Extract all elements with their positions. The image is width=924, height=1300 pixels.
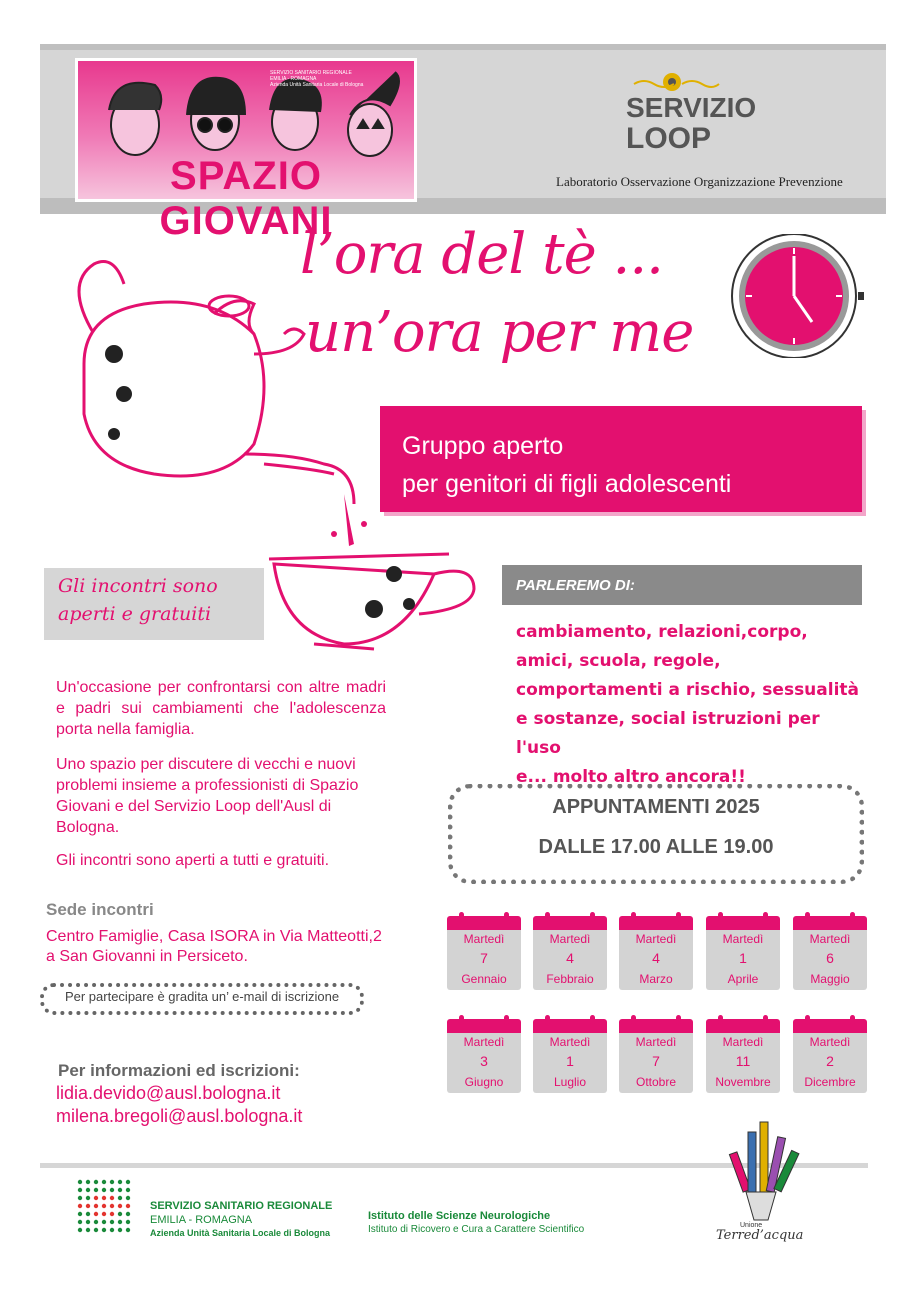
- header-top-line: [40, 44, 886, 50]
- ssr-ausl: Azienda Unità Sanitaria Locale di Bologna: [150, 1228, 331, 1238]
- calendar-ring: [545, 912, 550, 922]
- gruppo-line-2: per genitori di figli adolescenti: [402, 470, 732, 498]
- calendar-ring: [805, 1015, 810, 1025]
- terre-unione-label: Unione: [740, 1222, 763, 1229]
- calendar-ring: [763, 1015, 768, 1025]
- sg-small-line: Azienda Unità Sanitaria Locale di Bologna: [270, 82, 364, 88]
- calendar-num: 4: [566, 950, 574, 966]
- calendar-ring: [590, 912, 595, 922]
- ssr-name: SERVIZIO SANITARIO REGIONALE: [150, 1200, 333, 1212]
- calendar-month: Marzo: [639, 972, 673, 986]
- appuntamenti-time: DALLE 17.00 ALLE 19.00: [538, 836, 774, 858]
- calendar-ring: [763, 912, 768, 922]
- calendar-day: Martedì: [549, 1035, 591, 1049]
- email-note: Per partecipare è gradita un’ e-mail di iscrizione: [64, 989, 340, 1004]
- clock-icon: [724, 234, 868, 358]
- description-p2: Uno spazio per discutere di vecchi e nuovi problemi insieme a professionisti di Spazio Giovani e del Servizio Loop dell'Ausl di Bologna.: [56, 756, 359, 836]
- calendar-day: Martedì: [463, 1035, 505, 1049]
- spazio-giovani-title: SPAZIO GIOVANI: [159, 154, 333, 243]
- calendar-entry: [793, 1017, 867, 1093]
- sede-address-line-2: a San Giovanni in Persiceto.: [46, 948, 248, 965]
- calendar-month: Gennaio: [461, 972, 507, 986]
- calendar-entry: [533, 914, 607, 990]
- gruppo-line-1: Gruppo aperto: [402, 432, 564, 460]
- calendar-ring: [718, 1015, 723, 1025]
- calendar-ring: [631, 1015, 636, 1025]
- loop-subtitle: Laboratorio Osservazione Organizzazione Prevenzione: [556, 174, 843, 189]
- calendar-day: Martedì: [635, 1035, 677, 1049]
- calendar-ring: [590, 1015, 595, 1025]
- ssr-region: EMILIA - ROMAGNA: [150, 1214, 253, 1226]
- calendar-num: 1: [739, 950, 747, 966]
- topic-line: comportamenti a rischio, sessualità: [516, 680, 860, 700]
- loop-word-servizio: SERVIZIO: [626, 92, 757, 123]
- calendar-ring: [459, 912, 464, 922]
- calendar-num: 1: [566, 1053, 574, 1069]
- calendar-entry: [706, 1017, 780, 1093]
- calendar-ring: [631, 912, 636, 922]
- sg-small-line: EMILIA - ROMAGNA: [270, 76, 317, 82]
- calendar-month: Aprile: [727, 972, 759, 986]
- calendar-ring: [676, 1015, 681, 1025]
- calendar-month: Luglio: [553, 1075, 587, 1089]
- sede-title: Sede incontri: [46, 900, 154, 919]
- parleremo-heading: PARLEREMO DI:: [516, 577, 635, 594]
- calendar-day: Martedì: [635, 932, 677, 946]
- calendar-num: 4: [652, 950, 660, 966]
- isn-name: Istituto delle Scienze Neurologiche: [368, 1210, 551, 1222]
- incontri-line: Gli incontri sono: [58, 575, 218, 597]
- sede-address-line-1: Centro Famiglie, Casa ISORA in Via Matteotti,2: [46, 928, 382, 945]
- spazio-giovani-small-text: [270, 70, 363, 88]
- calendar-day: Martedì: [722, 1035, 764, 1049]
- incontri-text: [58, 572, 218, 628]
- loop-word-loop: LOOP: [626, 122, 712, 155]
- calendar-day: Martedì: [549, 932, 591, 946]
- topics-list: [516, 618, 866, 792]
- calendar-ring: [459, 1015, 464, 1025]
- calendar-num: 3: [480, 1053, 488, 1069]
- topic-line: e sostanze, social istruzioni per l'uso: [516, 709, 820, 758]
- appuntamenti-title: APPUNTAMENTI 2025: [552, 796, 760, 818]
- description-p1: Un'occasione per confrontarsi con altre madri e padri sui cambiamenti che l'adolescenza porta nella famiglia.: [56, 679, 386, 738]
- calendar-entry: [533, 1017, 607, 1093]
- calendar-entry: [619, 1017, 693, 1093]
- calendar-entry: [706, 914, 780, 990]
- calendar-ring: [504, 1015, 509, 1025]
- calendar-month: Novembre: [715, 1075, 771, 1089]
- calendar-num: 7: [480, 950, 488, 966]
- calendar-month: Dicembre: [804, 1075, 856, 1089]
- calendar-num: 7: [652, 1053, 660, 1069]
- calendar-day: Martedì: [809, 1035, 851, 1049]
- calendar-num: 6: [826, 950, 834, 966]
- isn-subtitle: Istituto di Ricovero e Cura a Carattere Scientifico: [368, 1224, 585, 1235]
- calendar-ring: [805, 912, 810, 922]
- sg-small-line: SERVIZIO SANITARIO REGIONALE: [270, 70, 352, 76]
- calendar-ring: [545, 1015, 550, 1025]
- terre-name: Terred’acqua: [716, 1228, 804, 1243]
- title-line-1: l’ora del tè ...: [300, 222, 663, 287]
- calendar-num: 2: [826, 1053, 834, 1069]
- calendar-entry: [447, 914, 521, 990]
- calendar-entry: [619, 914, 693, 990]
- calendar-entry: [793, 914, 867, 990]
- calendar-day: Martedì: [809, 932, 851, 946]
- calendar-ring: [850, 912, 855, 922]
- calendar-ring: [676, 912, 681, 922]
- calendar-ring: [504, 912, 509, 922]
- topic-line: cambiamento, relazioni,corpo,: [516, 622, 808, 642]
- info-title: Per informazioni ed iscrizioni:: [58, 1061, 300, 1080]
- calendar-day: Martedì: [722, 932, 764, 946]
- incontri-line: aperti e gratuiti: [58, 603, 212, 625]
- calendar-month: Giugno: [464, 1075, 504, 1089]
- calendar-month: Maggio: [810, 972, 850, 986]
- ssr-logo-icon: [76, 1178, 138, 1240]
- calendar-day: Martedì: [463, 932, 505, 946]
- calendar-ring: [718, 912, 723, 922]
- topic-line: e... molto altro ancora!!: [516, 767, 746, 787]
- email-link-2[interactable]: milena.bregoli@ausl.bologna.it: [56, 1106, 303, 1126]
- title-line-2: un’ora per me: [305, 300, 694, 365]
- calendar-ring: [850, 1015, 855, 1025]
- calendar-num: 11: [735, 1053, 751, 1069]
- description-p3: Gli incontri sono aperti a tutti e gratuiti.: [56, 852, 330, 869]
- topic-line: amici, scuola, regole,: [516, 651, 721, 671]
- terre-dacqua-logo-icon: [716, 1112, 806, 1222]
- calendar-entry: [447, 1017, 521, 1093]
- calendar-month: Febbraio: [546, 972, 594, 986]
- calendar-month: Ottobre: [635, 1075, 677, 1089]
- email-link-1[interactable]: lidia.devido@ausl.bologna.it: [56, 1083, 281, 1103]
